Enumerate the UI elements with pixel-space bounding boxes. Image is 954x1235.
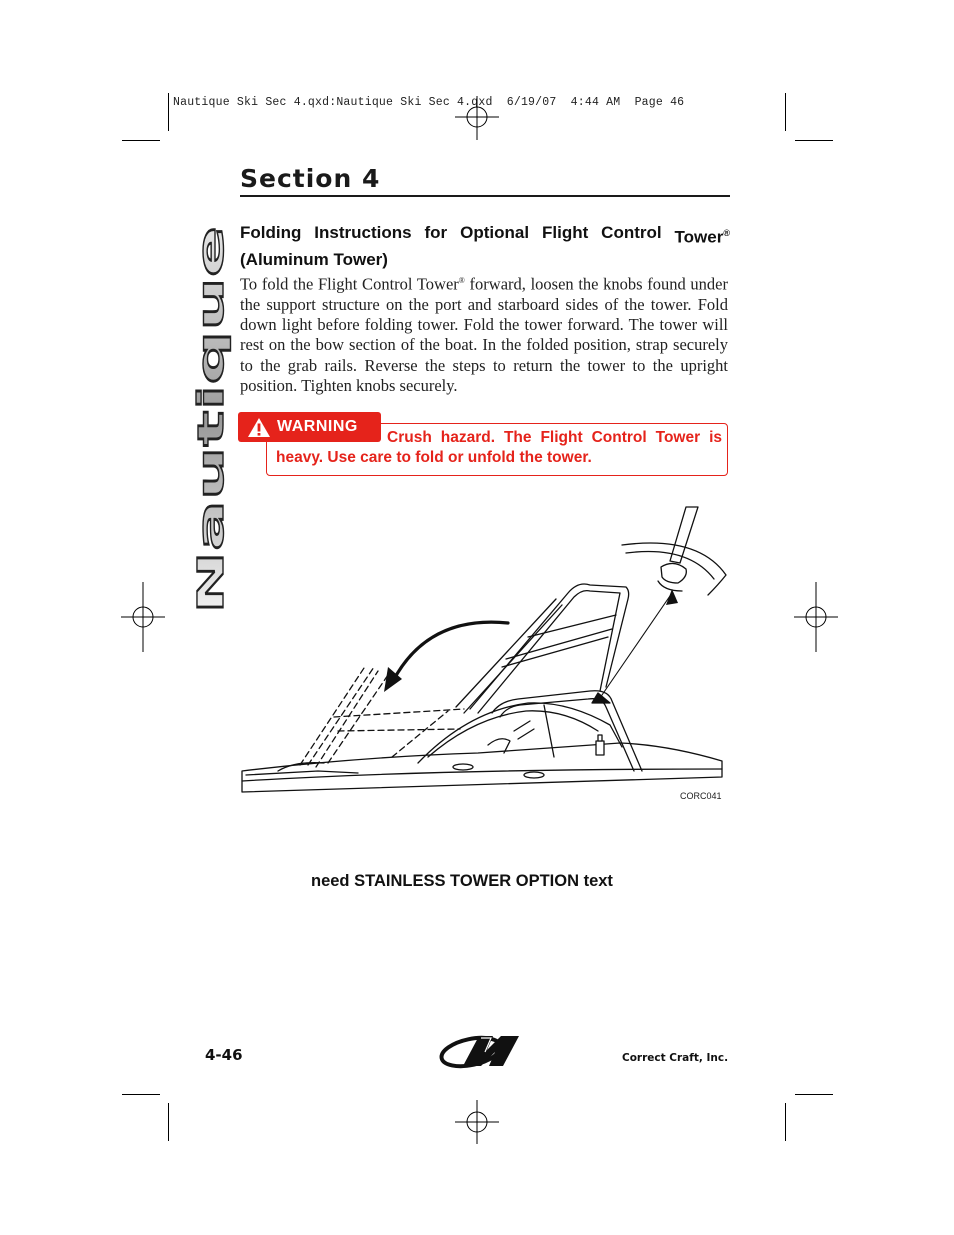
section-rule (240, 195, 730, 197)
company-name: Correct Craft, Inc. (622, 1052, 729, 1064)
folding-instructions-body: To fold the Flight Control Tower® forward, loosen the knobs found under the support structure on the port and starboard sides of the tower. Fold down light before folding tower. Fold the tower forward. The tower will rest on the bow section of the boat. In the folded position, strap securely to the grab rails. Reverse the steps to return the tower to the upright position. Tighten knobs securely. (240, 274, 729, 395)
heading-line1: Folding Instructions for Optional Flight Control Tower® (240, 223, 730, 247)
tower-folding-illustration (238, 495, 730, 800)
warning-label: WARNING (277, 418, 358, 435)
nautique-side-logo (191, 222, 232, 614)
nautique-n-logo (437, 1030, 521, 1070)
heading-line2: (Aluminum Tower) (240, 249, 388, 269)
nautique-side-logo-text: Nautique (191, 428, 232, 614)
figure-caption: CORC041 (680, 791, 722, 801)
folding-instructions-heading (240, 222, 730, 271)
warning-text: Crush hazard. The Flight Control Tower is heavy. Use care to fold or unfold the tower. (276, 429, 722, 466)
stainless-tower-placeholder: need STAINLESS TOWER OPTION text (311, 872, 613, 890)
page-number: 4-46 (205, 1046, 243, 1064)
section-title: Section 4 (240, 164, 381, 193)
warning-triangle-icon (247, 417, 271, 438)
print-slug: Nautique Ski Sec 4.qxd:Nautique Ski Sec 4.qxd 6/19/07 4:44 AM Page 46 (173, 96, 685, 109)
